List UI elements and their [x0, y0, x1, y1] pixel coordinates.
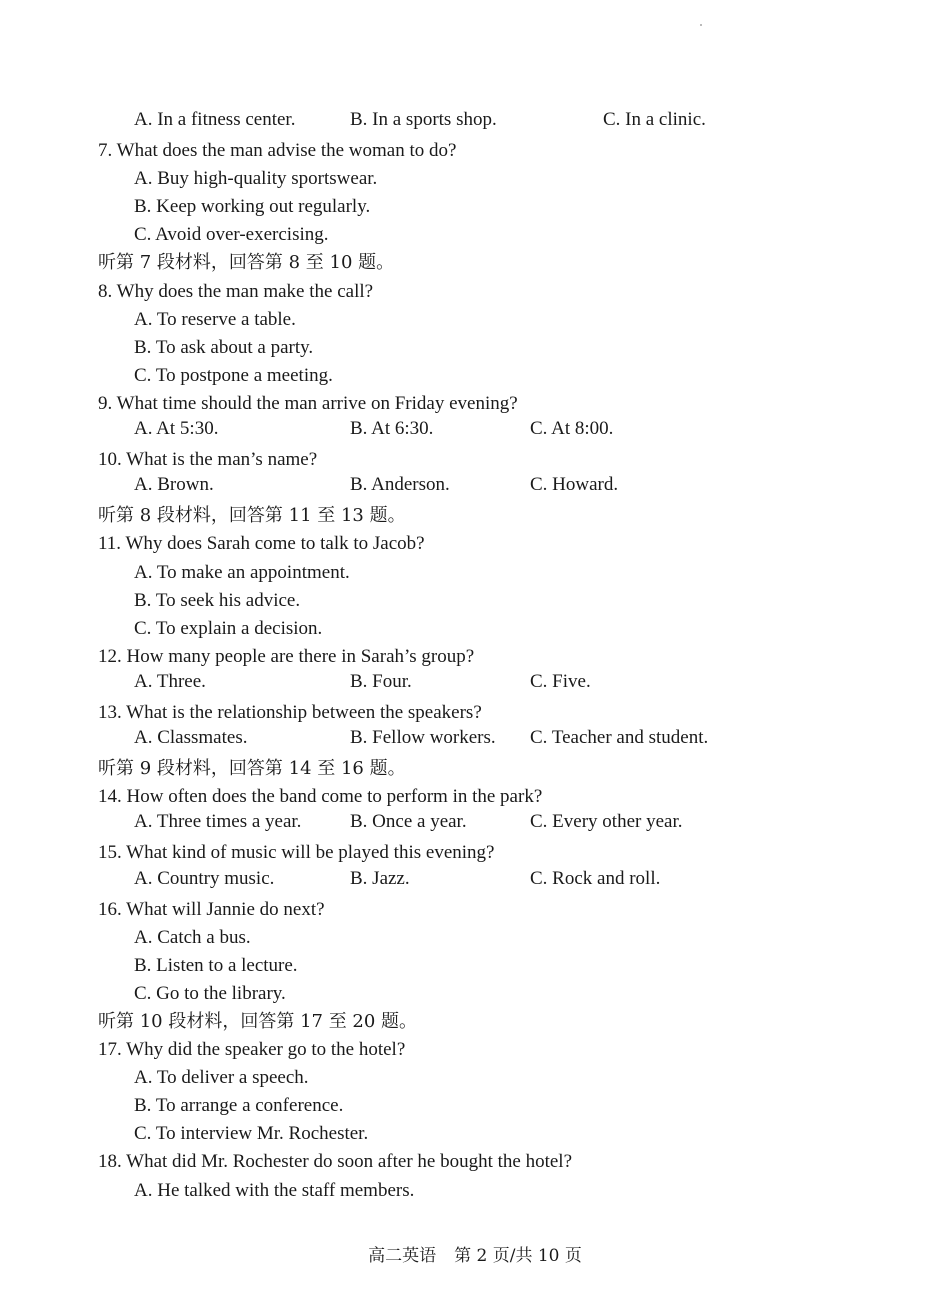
q12-question: 12. How many people are there in Sarah’s group? [98, 645, 475, 667]
q7-option-a: A. Buy high-quality sportswear. [134, 168, 378, 190]
q14-option-b: B. Once a year. [350, 811, 467, 833]
q7-option-b: B. Keep working out regularly. [134, 196, 371, 218]
q6-options [98, 109, 858, 137]
q10-options [98, 474, 858, 502]
section-10-heading: 听第 10 段材料，回答第 17 至 20 题。 [98, 1011, 418, 1032]
q6-option-b: B. In a sports shop. [350, 109, 497, 130]
q17-question: 17. Why did the speaker go to the hotel? [98, 1039, 406, 1061]
q15-option-a: A. Country music. [134, 867, 275, 889]
q10-option-c: C. Howard. [530, 474, 619, 496]
q9-option-a: A. At 5:30. [134, 418, 219, 440]
q8-option-a: A. To reserve a table. [134, 308, 296, 330]
q17-option-c: C. To interview Mr. Rochester. [134, 1123, 369, 1145]
q9-options [98, 418, 858, 446]
q11-question: 11. Why does Sarah come to talk to Jacob? [98, 533, 425, 555]
q18-option-a: A. He talked with the staff members. [134, 1179, 415, 1201]
q11-option-b: B. To seek his advice. [134, 589, 301, 611]
q13-option-c: C. Teacher and student. [530, 727, 709, 749]
q14-question: 14. How often does the band come to perform in the park? [98, 786, 543, 808]
q15-options [98, 868, 858, 896]
q16-option-b: B. Listen to a lecture. [134, 954, 298, 976]
section-9-heading: 听第 9 段材料，回答第 14 至 16 题。 [98, 758, 406, 780]
q15-option-b: B. Jazz. [350, 867, 410, 889]
footer-page-number: 第 2 页/共 10 页 [454, 1246, 582, 1266]
q13-question: 13. What is the relationship between the speakers? [98, 701, 482, 723]
q11-option-a: A. To make an appointment. [134, 561, 350, 583]
footer-subject: 高二英语 [368, 1246, 437, 1266]
section-7-heading: 听第 7 段材料，回答第 8 至 10 题。 [98, 252, 395, 274]
q14-option-a: A. Three times a year. [134, 811, 302, 833]
q13-options [98, 727, 858, 755]
q8-question: 8. Why does the man make the call? [98, 280, 374, 302]
q12-option-c: C. Five. [530, 670, 591, 692]
q16-option-a: A. Catch a bus. [134, 926, 251, 948]
q6-option-c: C. In a clinic. [603, 109, 706, 130]
q9-question: 9. What time should the man arrive on Friday evening? [98, 392, 518, 414]
q13-option-a: A. Classmates. [134, 727, 248, 749]
q12-option-a: A. Three. [134, 670, 206, 692]
q16-question: 16. What will Jannie do next? [98, 898, 325, 920]
q14-options [98, 811, 858, 839]
q9-option-b: B. At 6:30. [350, 418, 434, 440]
q6-option-a: A. In a fitness center. [134, 109, 296, 130]
q18-question: 18. What did Mr. Rochester do soon after he bought the hotel? [98, 1151, 573, 1173]
q7-option-c: C. Avoid over-exercising. [134, 224, 329, 246]
q17-option-a: A. To deliver a speech. [134, 1067, 309, 1089]
q14-option-c: C. Every other year. [530, 811, 683, 833]
q8-option-b: B. To ask about a party. [134, 336, 314, 358]
section-8-heading: 听第 8 段材料，回答第 11 至 13 题。 [98, 505, 406, 527]
q15-option-c: C. Rock and roll. [530, 867, 661, 889]
scan-dot [700, 24, 702, 26]
q16-option-c: C. Go to the library. [134, 982, 286, 1004]
q8-option-c: C. To postpone a meeting. [134, 364, 333, 386]
q12-options [98, 671, 858, 699]
q7-question: 7. What does the man advise the woman to do? [98, 140, 457, 162]
q10-option-a: A. Brown. [134, 474, 214, 496]
q10-question: 10. What is the man’s name? [98, 449, 318, 471]
q12-option-b: B. Four. [350, 670, 412, 692]
exam-page-content [98, 109, 858, 1205]
q11-option-c: C. To explain a decision. [134, 617, 323, 639]
page-footer [0, 1244, 950, 1268]
q10-option-b: B. Anderson. [350, 474, 450, 496]
q9-option-c: C. At 8:00. [530, 418, 614, 440]
q13-option-b: B. Fellow workers. [350, 727, 496, 749]
q17-option-b: B. To arrange a conference. [134, 1095, 344, 1117]
q15-question: 15. What kind of music will be played this evening? [98, 842, 495, 864]
